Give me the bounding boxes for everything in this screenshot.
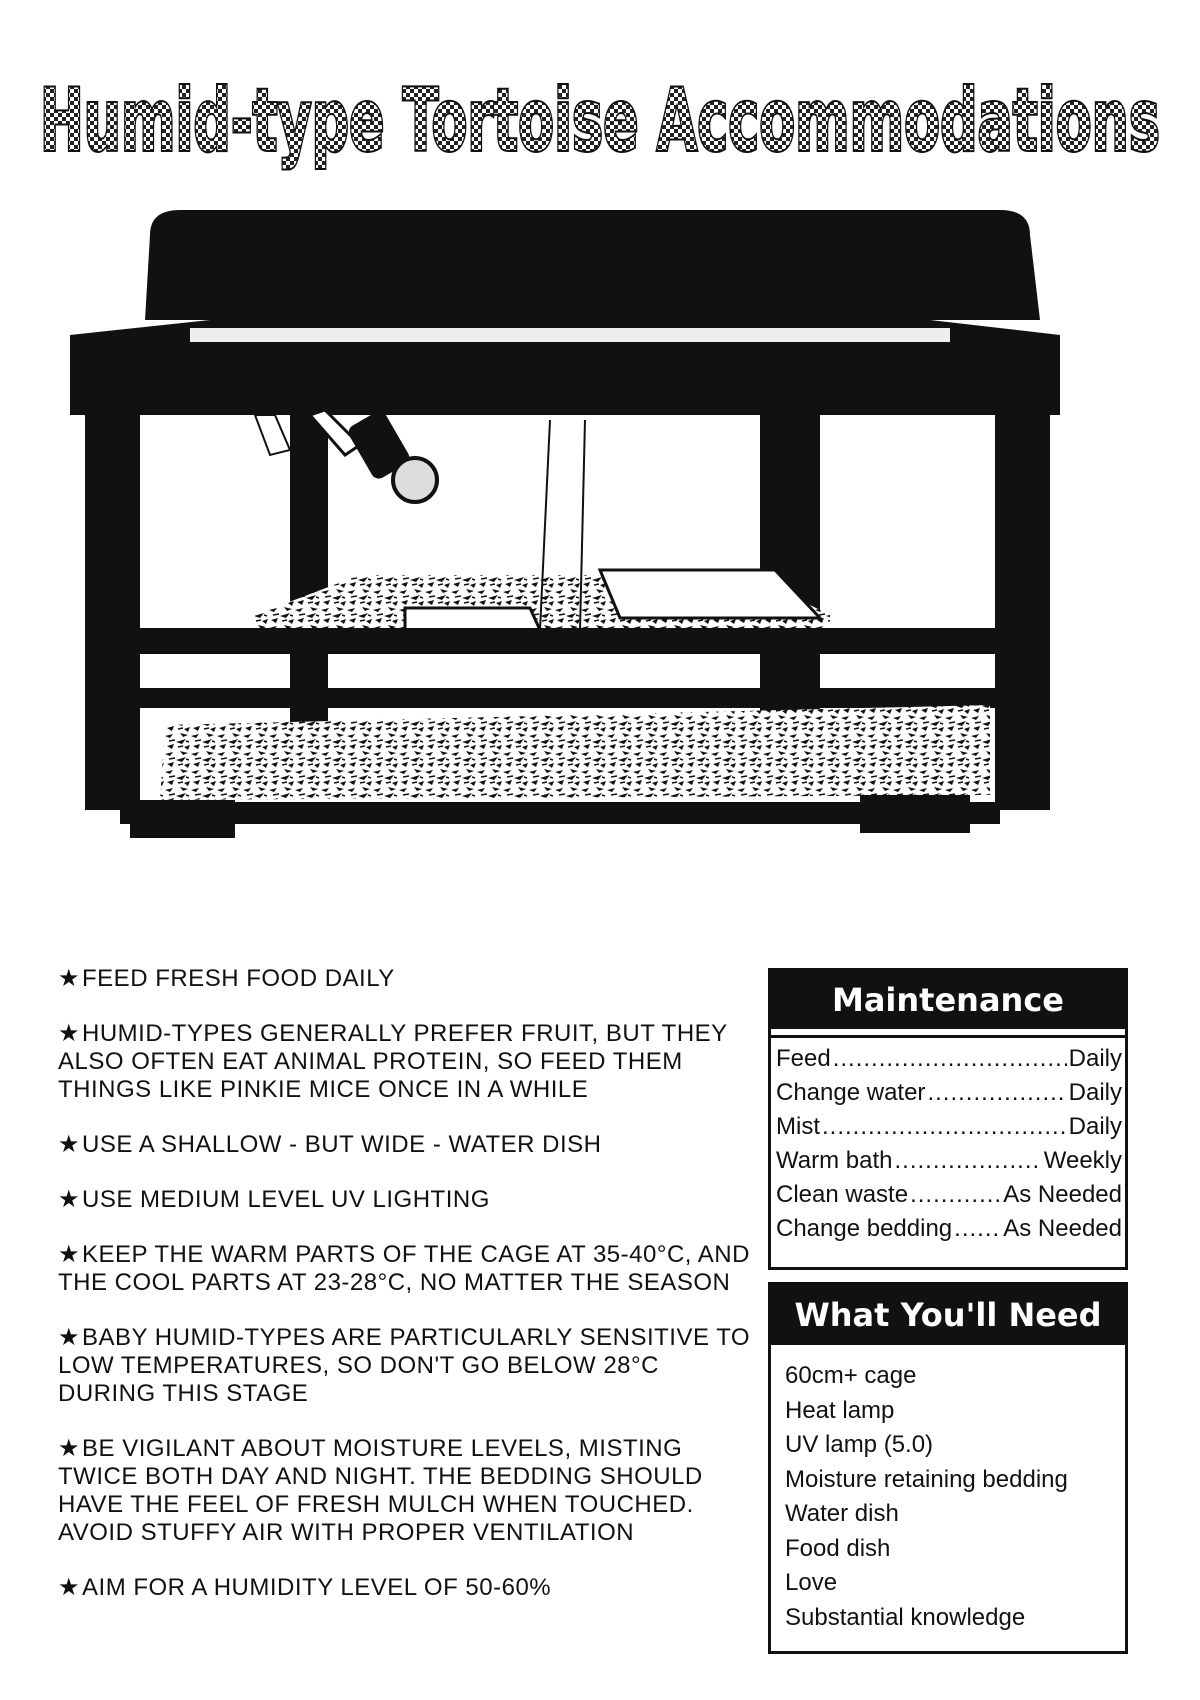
care-tip: ★BE VIGILANT ABOUT MOISTURE LEVELS, MISTING TWICE BOTH DAY AND NIGHT. THE BEDDING SHOULD HAVE THE FEEL OF FRESH MULCH WHEN TOUCHED. AVOID STUFFY AIR WITH PROPER VENTILATION — [58, 1435, 703, 1546]
care-tip: ★USE MEDIUM LEVEL UV LIGHTING — [58, 1186, 490, 1213]
maintenance-row: Mist ..... Daily — [776, 1110, 1122, 1144]
star-bullet-icon: ★ — [58, 1020, 81, 1047]
star-bullet-icon: ★ — [58, 1435, 81, 1462]
care-tip: ★AIM FOR A HUMIDITY LEVEL OF 50-60% — [58, 1574, 552, 1601]
care-tips-list — [58, 965, 758, 1629]
supply-item: Heat lamp — [785, 1396, 895, 1424]
supply-item: Love — [785, 1569, 838, 1596]
maintenance-row: Feed ..... Daily — [776, 1042, 1122, 1076]
maintenance-schedule — [771, 1035, 1125, 1246]
supply-item: Food dish — [785, 1534, 891, 1562]
maintenance-row: Change bedding ..... As Needed — [776, 1212, 1122, 1246]
supplies-list — [771, 1345, 1125, 1635]
star-bullet-icon: ★ — [58, 1241, 81, 1268]
supply-item: UV lamp (5.0) — [785, 1431, 934, 1458]
supply-item: Substantial knowledge — [785, 1603, 1026, 1631]
care-tip: ★FEED FRESH FOOD DAILY — [58, 965, 395, 992]
maintenance-heading: Maintenance — [771, 971, 1125, 1029]
maintenance-row: Warm bath ..... Weekly — [776, 1144, 1122, 1178]
supplies-box — [768, 1282, 1128, 1654]
terrarium-illustration — [60, 210, 1140, 930]
supply-item: Water dish — [785, 1500, 899, 1527]
page-title — [30, 45, 1170, 185]
care-tip: ★USE A SHALLOW - BUT WIDE - WATER DISH — [58, 1131, 602, 1158]
star-bullet-icon: ★ — [58, 965, 81, 992]
star-bullet-icon: ★ — [58, 1131, 81, 1158]
care-tip: ★HUMID-TYPES GENERALLY PREFER FRUIT, BUT THEY ALSO OFTEN EAT ANIMAL PROTEIN, SO FEED THEM THINGS LIKE PINKIE MICE ONCE IN A WHILE — [58, 1020, 728, 1103]
star-bullet-icon: ★ — [58, 1324, 81, 1351]
maintenance-row: Change water ..... Daily — [776, 1076, 1122, 1110]
supplies-heading: What You'll Need — [771, 1285, 1125, 1345]
care-tip: ★KEEP THE WARM PARTS OF THE CAGE AT 35-40°C, AND THE COOL PARTS AT 23-28°C, NO MATTER THE SEASON — [58, 1241, 750, 1296]
star-bullet-icon: ★ — [58, 1186, 81, 1213]
page-title-text: Humid-type Tortoise Accommodations — [40, 71, 1160, 171]
maintenance-box — [768, 968, 1128, 1270]
star-bullet-icon: ★ — [58, 1574, 81, 1601]
supply-item: 60cm+ cage — [785, 1362, 917, 1389]
care-tip: ★BABY HUMID-TYPES ARE PARTICULARLY SENSITIVE TO LOW TEMPERATURES, SO DON'T GO BELOW 28°C DURING THIS STAGE — [58, 1324, 751, 1407]
supply-item: Moisture retaining bedding — [785, 1465, 1068, 1493]
maintenance-row: Clean waste ..... As Needed — [776, 1178, 1122, 1212]
